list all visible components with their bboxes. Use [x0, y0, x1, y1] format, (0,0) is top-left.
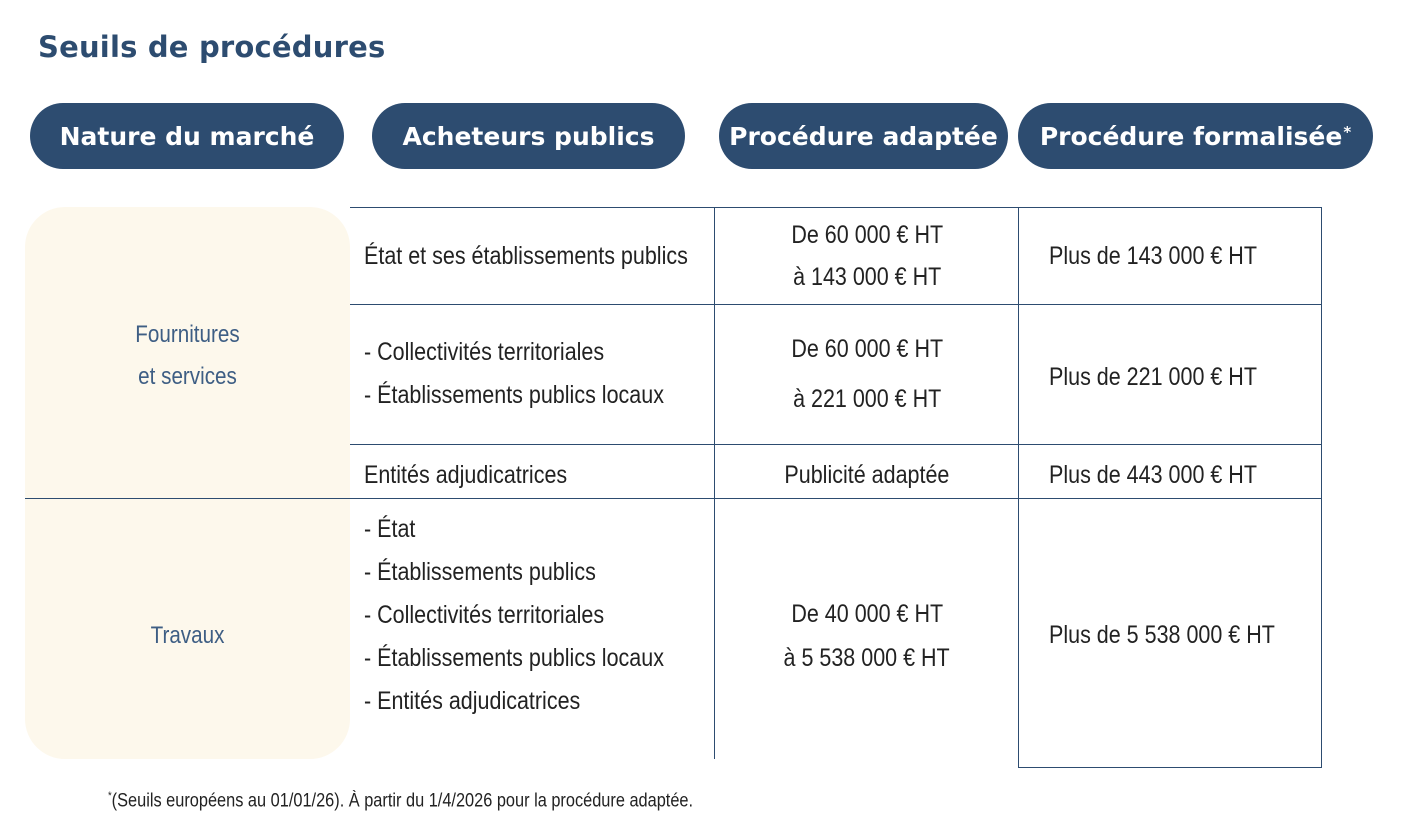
nature-column-background: [25, 207, 350, 759]
header-buyers-label: Acheteurs publics: [402, 121, 655, 151]
adapted-line: à 5 538 000 € HT: [783, 644, 951, 672]
buyer-line: - Collectivités territoriales: [364, 600, 605, 629]
adapted-line: De 60 000 € HT: [791, 220, 943, 249]
nature-fournitures: [48, 314, 328, 398]
header-formal-footnote-mark: *: [1343, 123, 1352, 141]
adapted-line: Publicité adaptée: [784, 461, 950, 489]
buyer-line: - Collectivités territoriales: [364, 338, 605, 366]
buyer-line: - Entités adjudicatrices: [364, 686, 581, 715]
column-divider-1: [714, 207, 715, 759]
column-divider-2: [1018, 207, 1019, 768]
footnote: [108, 790, 693, 812]
formal-value: Plus de 443 000 € HT: [1049, 461, 1257, 489]
buyer-line: - Établissements publics: [364, 557, 596, 586]
nature-travaux: Travaux: [150, 622, 225, 649]
table-row-1-formal: [1049, 207, 1319, 304]
adapted-line: De 60 000 € HT: [791, 335, 943, 363]
header-formal: [1018, 103, 1373, 169]
header-nature: [30, 103, 344, 169]
header-buyers: [372, 103, 685, 169]
formal-value: Plus de 221 000 € HT: [1049, 363, 1257, 391]
table-row-2-buyers: [364, 304, 709, 444]
buyer-line: État et ses établissements publics: [364, 241, 688, 270]
table-bottom-border: [1018, 767, 1322, 768]
table-row-2-adapted: [716, 304, 1018, 444]
nature-fournitures-line1: Fournitures: [135, 321, 240, 348]
table-row-1-adapted: [716, 207, 1018, 304]
formal-value: Plus de 143 000 € HT: [1049, 241, 1257, 270]
adapted-line: à 143 000 € HT: [792, 262, 942, 291]
table-row-3-adapted: [716, 450, 1018, 500]
page-title: Seuils de procédures: [38, 30, 386, 64]
buyer-line: - État: [364, 514, 416, 543]
header-adapted-label: Procédure adaptée: [729, 121, 998, 151]
table-row-4-buyers: [364, 508, 709, 722]
table-row-4-adapted: [716, 592, 1018, 680]
table-row-3-formal: [1049, 450, 1319, 500]
adapted-line: à 221 000 € HT: [792, 385, 942, 413]
buyer-line: - Établissements publics locaux: [364, 643, 664, 672]
nature-fournitures-line2: et services: [138, 363, 237, 390]
table-row-1-buyers: [364, 207, 709, 304]
buyer-line: Entités adjudicatrices: [364, 461, 568, 489]
adapted-line: De 40 000 € HT: [791, 600, 943, 628]
table-row-3-buyers: [364, 450, 709, 500]
buyer-line: - Établissements publics locaux: [364, 381, 664, 409]
header-formal-label: Procédure formalisée: [1039, 121, 1343, 151]
header-nature-label: Nature du marché: [59, 121, 315, 151]
footnote-text: (Seuils européens au 01/01/26). À partir du 1/4/2026 pour la procédure adaptée.: [111, 790, 694, 812]
table-row-2-formal: [1049, 304, 1319, 450]
formal-value: Plus de 5 538 000 € HT: [1049, 621, 1275, 649]
table-right-border: [1321, 207, 1322, 768]
table-row-4-formal: [1049, 612, 1319, 658]
footnote-mark: *: [108, 790, 112, 802]
header-adapted: [719, 103, 1008, 169]
